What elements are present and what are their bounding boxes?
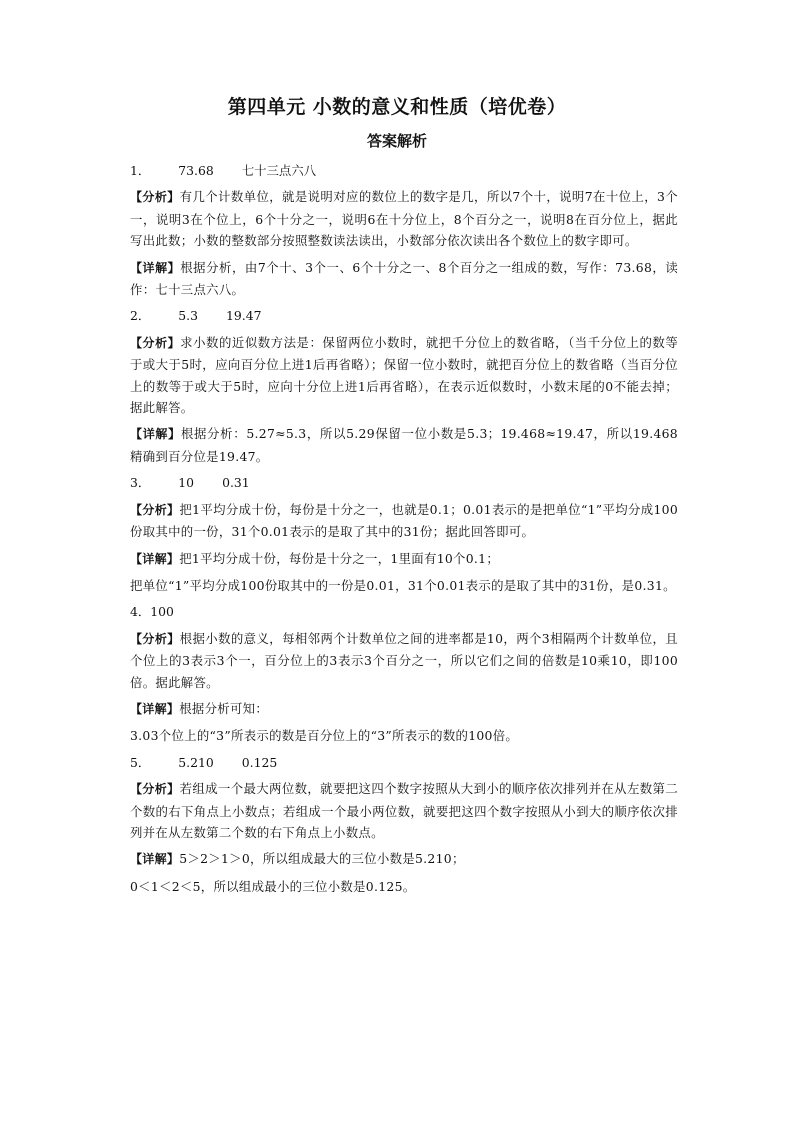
detail-tag: 【详解】 <box>130 260 181 275</box>
analysis-paragraph <box>130 778 678 843</box>
detail-text: 5＞2＞1＞0，所以组成最大的三位小数是5.210； <box>179 851 465 867</box>
analysis-tag: 【分析】 <box>130 782 180 797</box>
page-subtitle: 答案解析 <box>366 132 427 150</box>
analysis-paragraph <box>130 186 678 251</box>
answer-value: 100 <box>150 604 174 620</box>
detail-paragraph <box>130 548 678 570</box>
analysis-tag: 【分析】 <box>130 190 180 205</box>
analysis-text: 根据小数的意义，每相邻两个计数单位之间的进率都是10，两个3相隔两个计数单位，且个位上的3表示3个一，百分位上的3表示3个百分之一，所以它们之间的倍数是10乘10，即100倍。据此解答。 <box>130 630 678 690</box>
detail-paragraph <box>130 848 678 870</box>
question-number: 4． <box>130 604 151 620</box>
detail-text: 3.03个位上的“3”所表示的数是百分位上的“3”所表示的数的100倍。 <box>130 728 519 744</box>
question-number: 1． <box>130 163 151 178</box>
answer-value: 10 <box>178 475 195 491</box>
analysis-text: 求小数的近似数方法是：保留两位小数时，就把千分位上的数省略，（当千分位上的数等于或大于5时，应向百分位上进1后再省略）；保留一位小数时，就把百分位上的数省略（当百分位上的数等于或大于5时，应向十分位上进1后再省略），在表示近似数时，小数末尾的0不能去掉；据此解答。 <box>130 334 679 416</box>
analysis-paragraph <box>130 332 678 419</box>
detail-text: 把1平均分成十份，每份是十分之一，1里面有10个0.1； <box>179 550 500 566</box>
question-number: 3． <box>130 475 151 491</box>
detail-paragraph <box>130 423 678 467</box>
question-number: 5． <box>130 754 151 770</box>
analysis-text: 若组成一个最大两位数，就要把这四个数字按照从大到小的顺序依次排列并在从左数第二个数的右下角点上小数点；若组成一个最小两位数，就要把这四个数字按照从小到大的顺序依次排列并在从左数第二个数的右下角点上小数点。 <box>130 781 679 840</box>
detail-tag: 【详解】 <box>130 701 180 716</box>
question-5-header <box>130 752 678 773</box>
question-1-header <box>130 160 678 181</box>
answer-content <box>130 160 678 902</box>
question-number: 2． <box>130 308 151 324</box>
detail-paragraph <box>130 257 678 301</box>
answer-value: 0.125 <box>241 754 278 770</box>
answer-value: 七十三点六八 <box>241 163 317 178</box>
detail-paragraph-continued <box>130 876 678 897</box>
detail-text: 根据分析：5.27≈5.3，所以5.29保留一位小数是5.3；19.468≈19.47，所以19.468精确到百分位是19.47。 <box>130 426 678 464</box>
analysis-tag: 【分析】 <box>130 631 180 646</box>
question-2-header <box>130 305 678 326</box>
detail-text: 把单位“1”平均分成100份取其中的一份是0.01，31个0.01表示的是取了其中的31份，是0.31。 <box>130 577 676 593</box>
analysis-paragraph <box>130 628 678 693</box>
detail-tag: 【详解】 <box>130 852 180 867</box>
detail-text: 0＜1＜2＜5，所以组成最小的三位小数是0.125。 <box>130 878 416 894</box>
detail-paragraph <box>130 698 678 720</box>
answer-value: 19.47 <box>226 308 262 324</box>
analysis-tag: 【分析】 <box>130 502 180 517</box>
analysis-text: 有几个计数单位，就是说明对应的数位上的数字是几，所以7个十，说明7在十位上，3个一，说明3在个位上，6个十分之一，说明6在十分位上，8个百分之一，说明8在百分位上，据此写出此数；小数的整数部分按照整数读法读出，小数部分依次读出各个数位上的数字即可。 <box>130 189 678 249</box>
analysis-text: 把1平均分成十份，每份是十分之一，也就是0.1；0.01表示的是把单位“1”平均分成100份取其中的一份，31个0.01表示的是取了其中的31份；据此回答即可。 <box>130 501 678 540</box>
answer-value: 5.210 <box>178 754 214 770</box>
question-3-header <box>130 472 678 493</box>
detail-tag: 【详解】 <box>130 551 180 566</box>
detail-paragraph-continued <box>130 575 678 596</box>
answer-value: 5.3 <box>178 308 198 324</box>
detail-text: 根据分析可知： <box>179 700 269 716</box>
answer-value: 0.31 <box>222 475 250 491</box>
detail-tag: 【详解】 <box>130 427 181 442</box>
page-title: 第四单元 小数的意义和性质（培优卷） <box>227 96 567 118</box>
detail-text: 根据分析，由7个十、3个一、6个十分之一、8个百分之一组成的数，写作：73.68，读作：七十三点六八。 <box>130 259 679 298</box>
detail-paragraph-continued <box>130 725 678 746</box>
analysis-tag: 【分析】 <box>130 335 181 350</box>
analysis-paragraph <box>130 499 678 543</box>
question-4-header <box>130 601 678 622</box>
answer-value: 73.68 <box>178 163 214 178</box>
